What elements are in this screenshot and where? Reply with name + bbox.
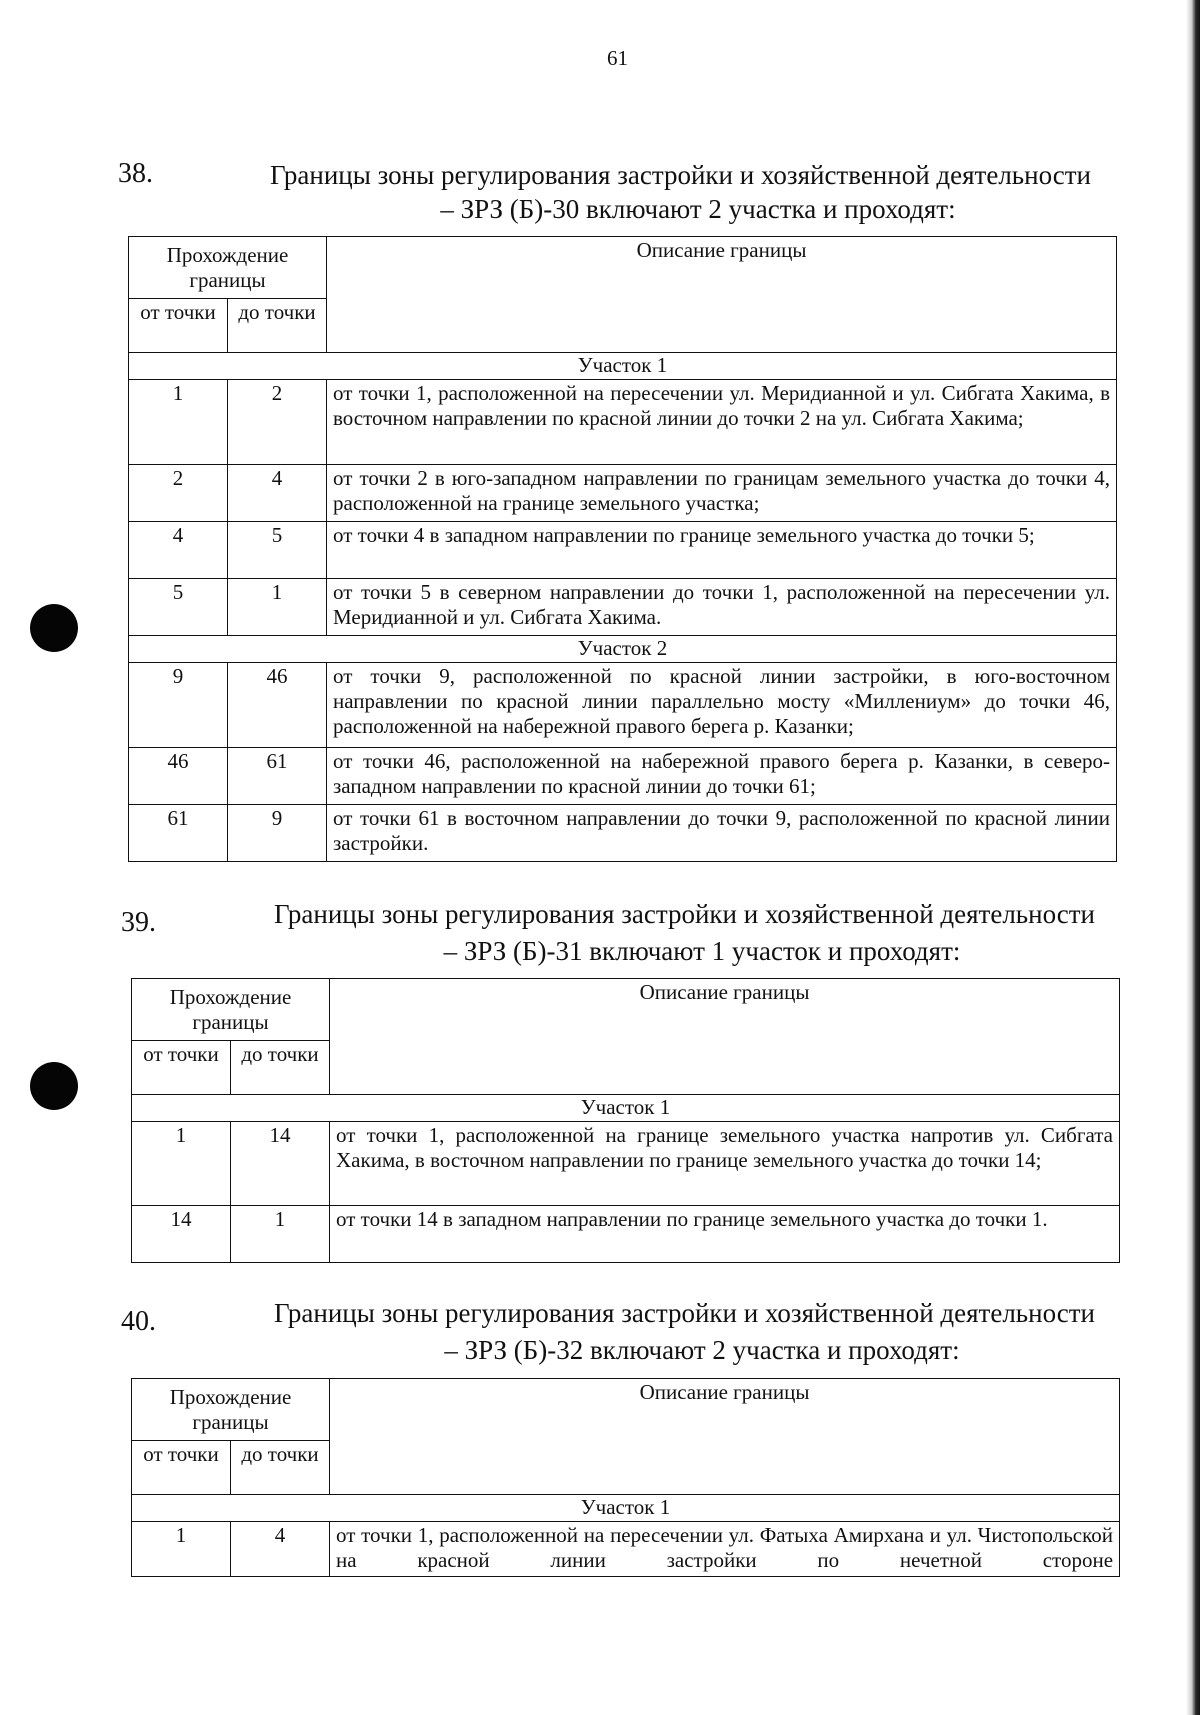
cell-from: 46 [129,748,228,805]
boundary-table [128,236,1117,862]
section-number: 40. [121,1306,156,1337]
table-row [129,805,1117,862]
cell-to: 4 [231,1522,330,1577]
cell-to: 4 [228,465,327,522]
header-description: Описание границы [330,1379,1120,1495]
table-row [129,748,1117,805]
boundary-table [131,1378,1120,1577]
table-row [129,663,1117,748]
section-title-line2: – ЗРЗ (Б)-31 включают 1 участок и проходят: [443,936,961,966]
header-from: от точки [129,299,228,353]
cell-from: 9 [129,663,228,748]
cell-from: 14 [132,1206,231,1263]
boundary-table [131,978,1120,1263]
table-row [129,380,1117,465]
header-from: от точки [132,1441,231,1495]
cell-from: 1 [132,1122,231,1206]
cell-to: 5 [228,522,327,579]
header-to: до точки [228,299,327,353]
table-row [132,1122,1120,1206]
section-number: 39. [121,907,156,938]
plot-label: Участок 2 [129,636,1117,663]
cell-from: 1 [129,380,228,465]
cell-to: 61 [228,748,327,805]
header-to: до точки [231,1441,330,1495]
header-passage: Прохождение границы [132,979,330,1041]
table-row [129,522,1117,579]
cell-description: от точки 61 в восточном направлении до точки 9, расположенной по красной линии застройки. [327,805,1117,862]
header-description: Описание границы [330,979,1120,1095]
cell-to: 46 [228,663,327,748]
table-row [132,1206,1120,1263]
plot-label: Участок 1 [132,1095,1120,1122]
punch-hole-bottom [30,1062,78,1110]
table-row [132,1522,1120,1577]
section-title-line2: – ЗРЗ (Б)-32 включают 2 участка и проходят: [444,1335,960,1365]
plot-label: Участок 1 [132,1495,1120,1522]
plot-label: Участок 1 [129,353,1117,380]
section-title-line1: Границы зоны регулирования застройки и хозяйственной деятельности [274,899,1095,929]
cell-from: 1 [132,1522,231,1577]
cell-from: 4 [129,522,228,579]
cell-from: 2 [129,465,228,522]
cell-description: от точки 1, расположенной на пересечении ул. Фатыха Амирхана и ул. Чистопольской на красной линии застройки по нечетной стороне [330,1522,1120,1577]
header-description: Описание границы [327,237,1117,353]
cell-description: от точки 46, расположенной на набережной правого берега р. Казанки, в северо-западном направлении по красной линии до точки 61; [327,748,1117,805]
cell-description: от точки 2 в юго-западном направлении по границам земельного участка до точки 4, расположенной на границе земельного участка; [327,465,1117,522]
table-row [129,579,1117,636]
page-number: 61 [607,46,628,70]
cell-description: от точки 1, расположенной на пересечении ул. Меридианной и ул. Сибгата Хакима, в восточном направлении по красной линии до точки 2 на ул. Сибгата Хакима; [327,380,1117,465]
header-from: от точки [132,1041,231,1095]
header-passage: Прохождение границы [132,1379,330,1441]
cell-to: 1 [228,579,327,636]
section-title-line2: – ЗРЗ (Б)-30 включают 2 участка и проходят: [440,194,956,224]
cell-to: 2 [228,380,327,465]
section-title-line1: Границы зоны регулирования застройки и хозяйственной деятельности [274,1298,1095,1328]
punch-hole-top [30,604,78,652]
cell-to: 9 [228,805,327,862]
cell-description: от точки 1, расположенной на границе земельного участка напротив ул. Сибгата Хакима, в восточном направлении по границе земельного участка до точки 14; [330,1122,1120,1206]
table-row [129,465,1117,522]
cell-description: от точки 5 в северном направлении до точки 1, расположенной на пересечении ул. Меридианной и ул. Сибгата Хакима. [327,579,1117,636]
cell-description: от точки 9, расположенной по красной линии застройки, в юго-восточном направлении по красной линии параллельно мосту «Миллениум» до точки 46, расположенной на набережной правого берега р. Казанки; [327,663,1117,748]
cell-from: 5 [129,579,228,636]
cell-description: от точки 14 в западном направлении по границе земельного участка до точки 1. [330,1206,1120,1263]
section-title-line1: Границы зоны регулирования застройки и хозяйственной деятельности [270,160,1091,190]
header-passage: Прохождение границы [129,237,327,299]
scan-page-edge [1186,0,1200,1715]
cell-to: 1 [231,1206,330,1263]
header-to: до точки [231,1041,330,1095]
section-number: 38. [118,158,153,189]
cell-from: 61 [129,805,228,862]
cell-description: от точки 4 в западном направлении по границе земельного участка до точки 5; [327,522,1117,579]
cell-to: 14 [231,1122,330,1206]
